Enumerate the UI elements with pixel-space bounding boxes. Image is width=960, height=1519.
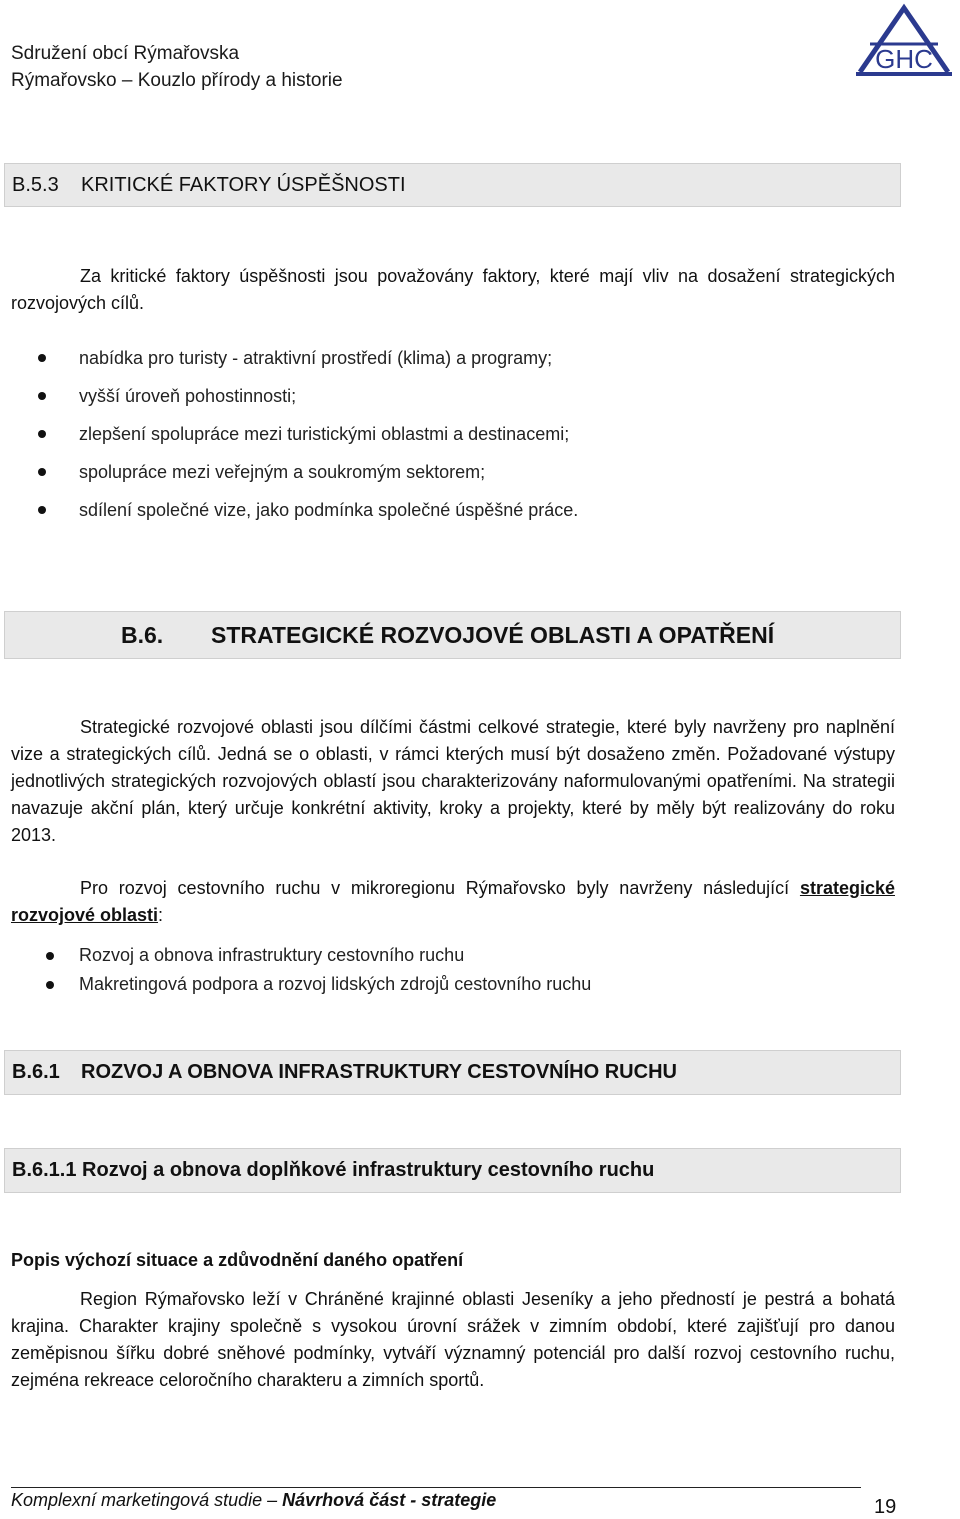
strategic-areas-intro: Pro rozvoj cestovního ruchu v mikroregionu Rýmařovsko byly navrženy následující strategické rozvojové oblasti:	[11, 878, 895, 925]
description-heading: Popis výchozí situace a zdůvodnění daného opatření	[11, 1250, 464, 1270]
bullet-icon	[38, 430, 46, 438]
section-heading-b53	[4, 163, 901, 207]
bullet-icon	[38, 392, 46, 400]
strategic-areas-paragraph: Strategické rozvojové oblasti jsou dílčími částmi celkové strategie, které byly navrženy pro naplnění vize a strategických cílů. Jedná se o oblasti, v rámci kterých musí být dosaženo změn. Požadované výstupy jednotlivých strategických rozvojových oblastí jsou charakterizovány naformulovanými opatřeními. Na strategii navazuje akční plán, který určuje konkrétní aktivity, kroky a projekty, které by měly být realizovány do roku 2013.	[11, 717, 895, 845]
section-number: B.6.1	[12, 1061, 60, 1083]
list-item: Rozvoj a obnova infrastruktury cestovního ruchu	[0, 941, 960, 970]
footer-divider	[11, 1487, 861, 1488]
header-organization: Sdružení obcí Rýmařovska	[11, 43, 240, 64]
section-number: B.5.3	[12, 173, 59, 196]
bullet-icon	[38, 354, 46, 362]
list-item: sdílení společné vize, jako podmínka společné úspěšné práce.	[0, 491, 960, 529]
list-item: nabídka pro turisty - atraktivní prostředí (klima) a programy;	[0, 339, 960, 377]
section-heading-b6	[4, 611, 901, 659]
critical-factors-intro: Za kritické faktory úspěšnosti jsou považovány faktory, které mají vliv na dosažení strategických rozvojových cílů.	[11, 266, 895, 313]
section-heading-b611	[4, 1148, 901, 1193]
section-title: ROZVOJ A OBNOVA INFRASTRUKTURY CESTOVNÍHO RUCHU	[81, 1061, 677, 1083]
ghc-logo	[852, 2, 957, 82]
section-heading-b61	[4, 1050, 901, 1095]
section-number: B.6.	[121, 621, 164, 648]
bullet-icon	[46, 952, 54, 960]
svg-text:GHC: GHC	[875, 44, 933, 74]
list-item: spolupráce mezi veřejným a soukromým sektorem;	[0, 453, 960, 491]
section-title: KRITICKÉ FAKTORY ÚSPĚŠNOSTI	[81, 173, 406, 196]
header-project: Rýmařovsko – Kouzlo přírody a historie	[11, 70, 343, 91]
footer-text: Komplexní marketingová studie – Návrhová část - strategie	[11, 1490, 497, 1510]
strategic-areas-list	[0, 941, 960, 999]
list-item: zlepšení spolupráce mezi turistickými oblastmi a destinacemi;	[0, 415, 960, 453]
description-paragraph: Region Rýmařovsko leží v Chráněné krajinné oblasti Jeseníky a jeho předností je pestrá a bohatá krajina. Charakter krajiny společně s vysokou úrovní srážek v zimním období, které zajišťují pro danou zeměpisnou šířku dobré sněhové podmínky, vytváří významný potenciál pro další rozvoj cestovního ruchu, zejména rekreace celoročního charakteru a zimních sportů.	[11, 1289, 895, 1390]
page-number: 19	[874, 1496, 897, 1518]
list-item: vyšší úroveň pohostinnosti;	[0, 377, 960, 415]
section-title: STRATEGICKÉ ROZVOJOVÉ OBLASTI A OPATŘENÍ	[211, 621, 775, 648]
bullet-icon	[38, 468, 46, 476]
section-title: B.6.1.1 Rozvoj a obnova doplňkové infrastruktury cestovního ruchu	[12, 1159, 655, 1181]
document-header	[11, 40, 343, 94]
bullet-icon	[46, 981, 54, 989]
critical-factors-list	[0, 339, 960, 529]
bullet-icon	[38, 506, 46, 514]
strategic-areas-term: strategické rozvojové oblasti	[11, 878, 895, 925]
list-item: Makretingová podpora a rozvoj lidských zdrojů cestovního ruchu	[0, 970, 960, 999]
